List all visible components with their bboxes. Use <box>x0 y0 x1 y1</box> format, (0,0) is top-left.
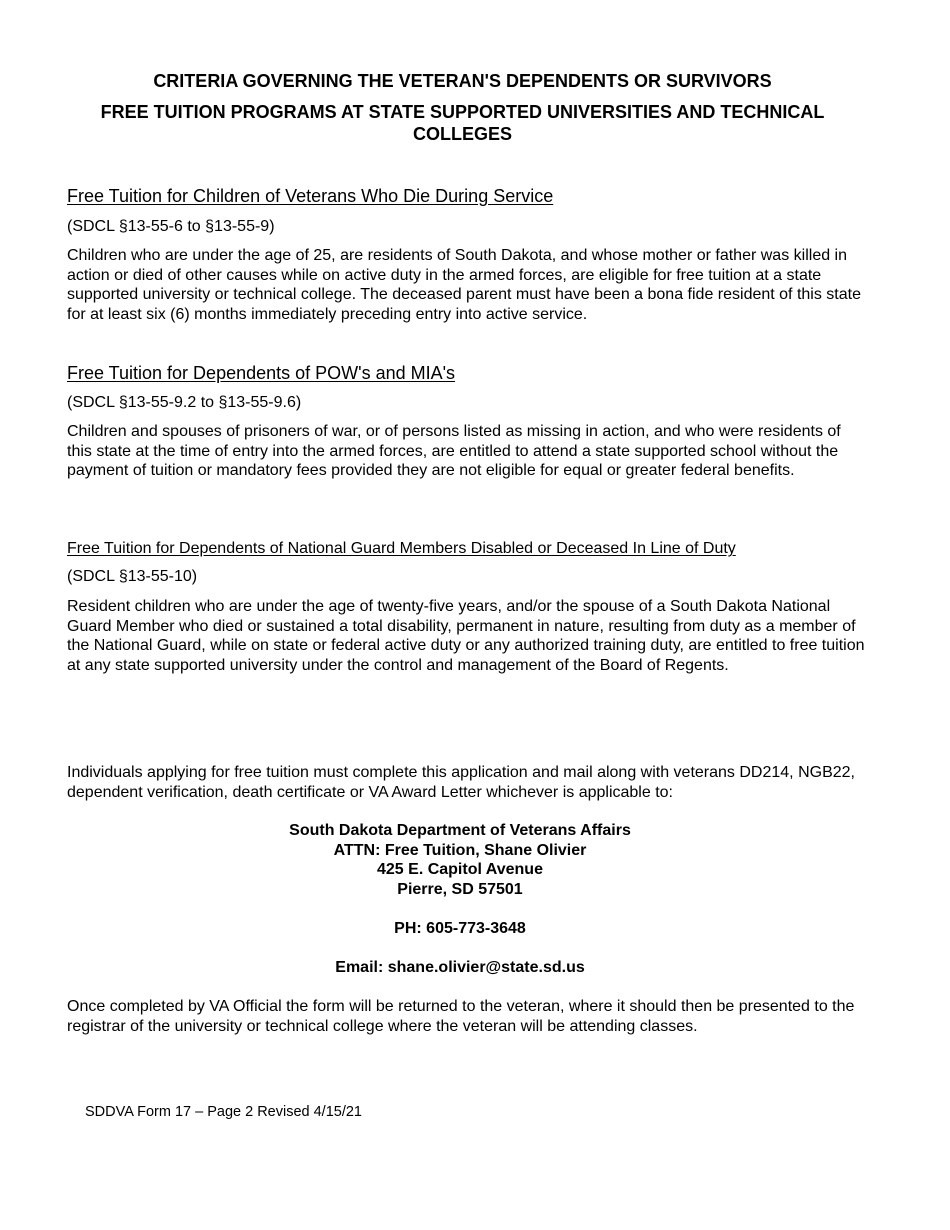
mailing-address <box>60 821 860 899</box>
section-heading-children-of-veterans: Free Tuition for Children of Veterans Who Die During Service <box>67 186 554 206</box>
address-line-city: Pierre, SD 57501 <box>397 880 523 898</box>
page-title-line2: FREE TUITION PROGRAMS AT STATE SUPPORTED UNIVERSITIES AND TECHNICAL COLLEGES <box>100 102 825 144</box>
section-citation-pow-mia: (SDCL §13-55-9.2 to §13-55-9.6) <box>67 394 302 411</box>
address-line-attn: ATTN: Free Tuition, Shane Olivier <box>333 841 587 859</box>
section-heading-pow-mia: Free Tuition for Dependents of POW's and MIA's <box>67 363 456 383</box>
phone-number: PH: 605-773-3648 <box>394 920 526 937</box>
section-citation-national-guard: (SDCL §13-55-10) <box>67 568 198 585</box>
closing-paragraph: Once completed by VA Official the form will be returned to the veteran, where it should then be presented to the registrar of the university or technical college where the veteran will be attending classes. <box>67 998 855 1035</box>
section-body-pow-mia: Children and spouses of prisoners of war, or of persons listed as missing in action, and who were residents of this state at the time of entry into the armed forces, are entitled to attend a state supported school without the payment of tuition or mandatory fees provided they are not eligible for equal or greater federal benefits. <box>67 423 841 480</box>
application-instructions: Individuals applying for free tuition must complete this application and mail along with veterans DD214, NGB22, dependent verification, death certificate or VA Award Letter whichever is applicable to: <box>67 764 855 801</box>
section-citation-children-of-veterans: (SDCL §13-55-6 to §13-55-9) <box>67 218 275 235</box>
section-heading-national-guard: Free Tuition for Dependents of National Guard Members Disabled or Deceased In Line of Duty <box>67 540 736 557</box>
email-address: Email: shane.olivier@state.sd.us <box>335 959 585 976</box>
section-body-children-of-veterans: Children who are under the age of 25, are residents of South Dakota, and whose mother or father was killed in action or died of other causes while on active duty in the armed forces, are eligible for free tuition at a state supported university or technical college. The deceased parent must have been a bona fide resident of this state for at least six (6) months immediately preceding entry into active service. <box>67 247 861 323</box>
address-line-department: South Dakota Department of Veterans Affairs <box>289 822 631 839</box>
section-body-national-guard: Resident children who are under the age of twenty-five years, and/or the spouse of a South Dakota National Guard Member who died or sustained a total disability, permanent in nature, resulting from duty as a member of the National Guard, while on state or federal active duty or any authorized training duty, are entitled to free tuition at any state supported university under the control and management of the Board of Regents. <box>67 598 865 674</box>
address-line-street: 425 E. Capitol Avenue <box>377 861 543 879</box>
page-title-line1: CRITERIA GOVERNING THE VETERAN'S DEPENDENTS OR SURVIVORS <box>153 71 772 91</box>
form-footer: SDDVA Form 17 – Page 2 Revised 4/15/21 <box>85 1104 362 1120</box>
